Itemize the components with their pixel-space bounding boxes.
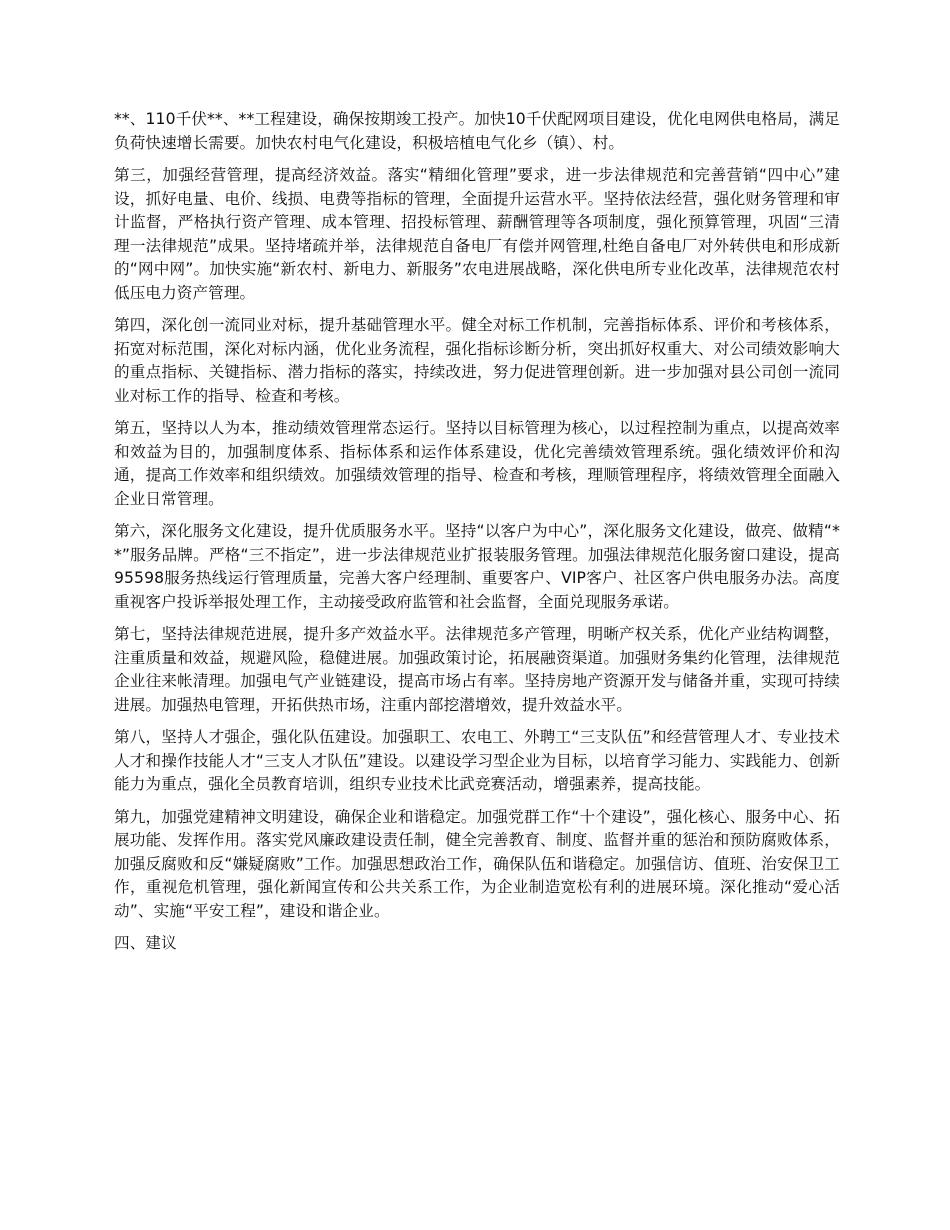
paragraph-fourth-benchmarking: 第四，深化创一流同业对标，提升基础管理水平。健全对标工作机制，完善指标体系、评价和考核体系，拓宽对标范围，深化对标内涵，优化业务流程，强化指标诊断分析，突出抓好权重大、对公司绩效影响大的重点指标、关键指标、潜力指标的落实，持续改进，努力促进管理创新。进一步加强对县公司创一流同业对标工作的指导、检查和考核。 [114,316,840,405]
paragraph-sixth-service: 第六，深化服务文化建设，提升优质服务水平。坚持“以客户为中心”，深化服务文化建设，做亮、做精“**”服务品牌。严格“三不指定”，进一步法律规范业扩报装服务管理。加强法律规范化服务窗口建设，提高95598服务热线运行管理质量，完善大客户经理制、重要客户、VIP客户、社区客户供电服务办法。高度重视客户投诉举报处理工作，主动接受政府监管和社会监督，全面兑现服务承诺。 [114,522,840,611]
section-heading-suggestions: 四、建议 [114,934,177,952]
paragraph-fifth-performance: 第五，坚持以人为本，推动绩效管理常态运行。坚持以目标管理为核心，以过程控制为重点，以提高效率和效益为目的，加强制度体系、指标体系和运作体系建设，优化完善绩效管理系统。强化绩效评价和沟通，提高工作效率和组织绩效。加强绩效管理的指导、检查和考核，理顺管理程序，将绩效管理全面融入企业日常管理。 [114,419,840,508]
paragraph-ninth-party-building: 第九，加强党建精神文明建设，确保企业和谐稳定。加强党群工作“十个建设”，强化核心、服务中心、拓展功能、发挥作用。落实党风廉政建设责任制，健全完善教育、制度、监督并重的惩治和预防腐败体系，加强反腐败和反“嫌疑腐败”工作。加强思想政治工作，确保队伍和谐稳定。加强信访、值班、治安保卫工作，重视危机管理，强化新闻宣传和公共关系工作，为企业制造宽松有利的进展环境。深化推动“爱心活动”、实施“平安工程”，建设和谐企业。 [114,807,840,920]
paragraph-seventh-industry: 第七，坚持法律规范进展，提升多产效益水平。法律规范多产管理，明晰产权关系，优化产业结构调整，注重质量和效益，规避风险，稳健进展。加强政策讨论，拓展融资渠道。加强财务集约化管理，法律规范企业往来帐清理。加强电气产业链建设，提高市场占有率。坚持房地产资源开发与储备并重，实现可持续进展。加强热电管理，开拓供热市场，注重内部挖潜增效，提升效益水平。 [114,625,840,714]
paragraph-eighth-talent: 第八，坚持人才强企，强化队伍建设。加强职工、农电工、外聘工“三支队伍”和经营管理人才、专业技术人才和操作技能人才“三支人才队伍”建设。以建设学习型企业为目标，以培育学习能力、实践能力、创新能力为重点，强化全员教育培训，组织专业技术比武竞赛活动，增强素养，提高技能。 [114,728,840,793]
paragraph-grid-construction: **、110千伏**、**工程建设，确保按期竣工投产。加快10千伏配网项目建设，优化电网供电格局，满足负荷快速增长需要。加快农村电气化建设，积极培植电气化乡（镇）、村。 [114,110,840,152]
document-page [114,108,840,956]
paragraph-third-operations: 第三，加强经营管理，提高经济效益。落实“精细化管理”要求，进一步法律规范和完善营销“四中心”建设，抓好电量、电价、线损、电费等指标的管理，全面提升运营水平。坚持依法经营，强化财务管理和审计监督，严格执行资产管理、成本管理、招投标管理、薪酬管理等各项制度，强化预算管理，巩固“三清理一法律规范”成果。坚持堵疏并举，法律规范自备电厂有偿并网管理,杜绝自备电厂对外转供电和形成新的“网中网”。加快实施“新农村、新电力、新服务”农电进展战略，深化供电所专业化改革，法律规范农村低压电力资产管理。 [114,166,840,302]
